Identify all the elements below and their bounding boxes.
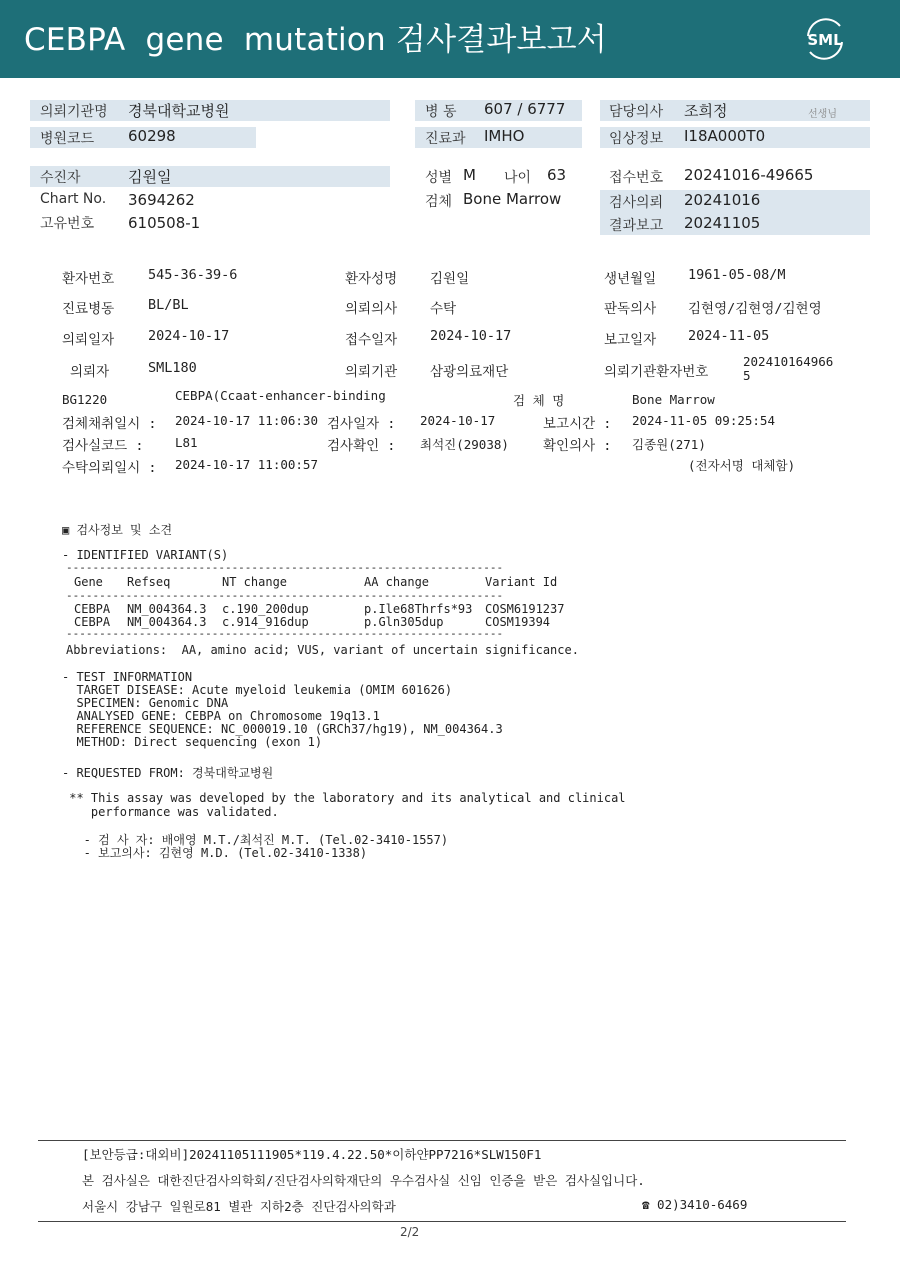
req-inst-value: 삼광의료재단: [430, 364, 509, 380]
age-label: 나이: [504, 170, 532, 186]
chart-value: 3694262: [128, 191, 195, 209]
variant-refseq: NM_004364.3: [127, 602, 207, 616]
variant-nt: c.190_200dup: [222, 602, 309, 616]
doctor-label: 담당의사: [609, 104, 664, 120]
patient-no-label: 환자번호: [62, 271, 115, 287]
tester-line: - 검 사 자: 배애영 M.T./최석진 M.T. (Tel.02-3410-1557): [62, 833, 449, 847]
variant-aa: p.Ile68Thrfs*93: [364, 602, 473, 616]
col-refseq: Refseq: [127, 575, 171, 589]
footer-bottom-divider: [38, 1221, 846, 1222]
report-time-label: 보고시간 :: [543, 416, 612, 432]
test-info-line: METHOD: Direct sequencing (exon 1): [62, 735, 323, 749]
unique-value: 610508-1: [128, 214, 201, 232]
assay-note-1: ** This assay was developed by the laboratory and its analytical and clinical: [62, 791, 626, 805]
section-title: ▣ 검사정보 및 소견: [62, 523, 173, 537]
req-inst-label: 의뢰기관: [345, 364, 398, 380]
col-aa: AA change: [364, 575, 430, 589]
specimen-name-label: 검 체 명: [513, 393, 565, 408]
clinical-label: 임상정보: [609, 131, 664, 147]
requested-from: - REQUESTED FROM: 경북대학교병원: [62, 766, 274, 780]
table-divider: ------------------------------------------------------------------: [66, 627, 504, 640]
page-number: 2/2: [400, 1225, 420, 1239]
dob-label: 생년월일: [604, 271, 657, 287]
institution-label: 의뢰기관명: [40, 104, 108, 120]
test-info-line: SPECIMEN: Genomic DNA: [62, 696, 229, 710]
test-date-label: 검사일자 :: [327, 416, 396, 432]
sex-value: M: [463, 166, 476, 184]
specimen-label: 검체: [425, 194, 453, 210]
col-gene: Gene: [74, 575, 103, 589]
sml-logo-icon: [800, 14, 850, 64]
table-divider: ------------------------------------------------------------------: [66, 561, 504, 574]
patient-label: 수진자: [40, 170, 81, 186]
inst-pt-no-label: 의뢰기관환자번호: [604, 364, 709, 380]
variant-gene: CEBPA: [74, 602, 111, 616]
rcv-date-value: 2024-10-17: [430, 328, 512, 344]
report-label: 결과보고: [609, 218, 664, 234]
confirm-label: 검사확인 :: [327, 438, 396, 454]
rcv-date-label: 접수일자: [345, 332, 398, 348]
ward-value-2: BL/BL: [148, 297, 189, 313]
test-info-line: ANALYSED GENE: CEBPA on Chromosome 19q13.1: [62, 709, 380, 723]
test-code: BG1220: [62, 392, 108, 407]
hospital-code-label: 병원코드: [40, 131, 95, 147]
dept-label: 진료과: [425, 131, 466, 147]
variant-aa: p.Gln305dup: [364, 615, 444, 629]
report-doctor-line: - 보고의사: 김현영 M.D. (Tel.02-3410-1338): [62, 846, 368, 860]
specimen-name-value: Bone Marrow: [632, 392, 715, 407]
variant-refseq: NM_004364.3: [127, 615, 207, 629]
collect-label: 검체채취일시 :: [62, 416, 157, 432]
test-info-line: - TEST INFORMATION: [62, 670, 193, 684]
test-name: CEBPA(Ccaat-enhancer-binding: [175, 388, 386, 403]
footer-top-divider: [38, 1140, 846, 1141]
requester-value: SML180: [148, 360, 197, 376]
certification-line: 본 검사실은 대한진단검사의학회/진단검사의학재단의 우수검사실 신임 인증을 받은 검사실입니다.: [82, 1173, 645, 1188]
dob-value: 1961-05-08/M: [688, 267, 786, 283]
reader-label: 판독의사: [604, 301, 657, 317]
report-value: 20241105: [684, 214, 761, 232]
specimen-value: Bone Marrow: [463, 190, 562, 208]
lab-code-value: L81: [175, 435, 198, 450]
abbreviations: Abbreviations: AA, amino acid; VUS, variant of uncertain significance.: [66, 643, 579, 657]
patient-box: [30, 166, 390, 187]
verifier-label: 확인의사 :: [543, 438, 612, 454]
variant-id: COSM19394: [485, 615, 551, 629]
receipt-value: 20241016-49665: [684, 166, 814, 184]
esign-note: (전자서명 대체함): [688, 458, 796, 473]
request-label: 검사의뢰: [609, 195, 664, 211]
verifier-value: 김종원(271): [632, 437, 706, 452]
dept-value: IMHO: [484, 127, 525, 145]
req-doc-value: 수탁: [430, 301, 457, 317]
test-info-line: REFERENCE SEQUENCE: NC_000019.10 (GRCh37/hg19), NM_004364.3: [62, 722, 503, 736]
consign-value: 2024-10-17 11:00:57: [175, 457, 318, 472]
sex-label: 성별: [425, 170, 453, 186]
institution-value: 경북대학교병원: [128, 102, 230, 120]
ward-value: 607 / 6777: [484, 100, 566, 118]
page-title: CEBPA gene mutation 검사결과보고서: [24, 22, 607, 58]
phone-line: ☎ 02)3410-6469: [642, 1197, 748, 1212]
security-line: [보안등급:대외비]20241105111905*119.4.22.50*이하얀PP7216*SLW150F1: [82, 1147, 542, 1162]
req-date-value: 2024-10-17: [148, 328, 230, 344]
variant-nt: c.914_916dup: [222, 615, 309, 629]
inst-pt-no-value-2: 5: [743, 368, 751, 383]
patient-value: 김원일: [128, 168, 172, 186]
ward-label-2: 진료병동: [62, 301, 115, 317]
consign-label: 수탁의뢰일시 :: [62, 460, 157, 476]
doctor-suffix: 선생님: [808, 109, 837, 120]
unique-label: 고유번호: [40, 216, 95, 232]
identified-title: - IDENTIFIED VARIANT(S): [62, 548, 229, 562]
logo-text: SML: [807, 31, 843, 49]
clinical-value: I18A000T0: [684, 127, 766, 145]
lab-code-label: 검사실코드 :: [62, 438, 144, 454]
patient-name-label: 환자성명: [345, 271, 398, 287]
col-vid: Variant Id: [485, 575, 558, 589]
age-value: 63: [547, 166, 567, 184]
hospital-code-value: 60298: [128, 127, 176, 145]
req-doc-label: 의뢰의사: [345, 301, 398, 317]
confirm-value: 최석진(29038): [420, 437, 509, 452]
variant-id: COSM6191237: [485, 602, 565, 616]
address-line: 서울시 강남구 일원로81 별관 지하2층 진단검사의학과: [82, 1199, 396, 1214]
patient-name-value: 김원일: [430, 271, 470, 287]
requester-label: 의뢰자: [70, 364, 110, 380]
receipt-label: 접수번호: [609, 170, 664, 186]
request-value: 20241016: [684, 191, 761, 209]
col-nt: NT change: [222, 575, 288, 589]
req-date-label: 의뢰일자: [62, 332, 115, 348]
test-info-line: TARGET DISEASE: Acute myeloid leukemia (OMIM 601626): [62, 683, 453, 697]
report-time-value: 2024-11-05 09:25:54: [632, 413, 775, 428]
doctor-value: 조희정: [684, 102, 728, 120]
ward-label: 병 동: [425, 104, 457, 120]
chart-label: Chart No.: [40, 191, 107, 207]
reader-value: 김현영/김현영/김현영: [688, 301, 822, 317]
test-date-value: 2024-10-17: [420, 413, 496, 428]
collect-value: 2024-10-17 11:06:30: [175, 413, 318, 428]
assay-note-2: performance was validated.: [62, 805, 279, 819]
rpt-date-value: 2024-11-05: [688, 328, 770, 344]
variant-gene: CEBPA: [74, 615, 111, 629]
patient-no-value: 545-36-39-6: [148, 267, 238, 283]
table-divider: ------------------------------------------------------------------: [66, 589, 504, 602]
rpt-date-label: 보고일자: [604, 332, 657, 348]
inst-pt-no-value-1: 202410164966: [743, 354, 834, 369]
